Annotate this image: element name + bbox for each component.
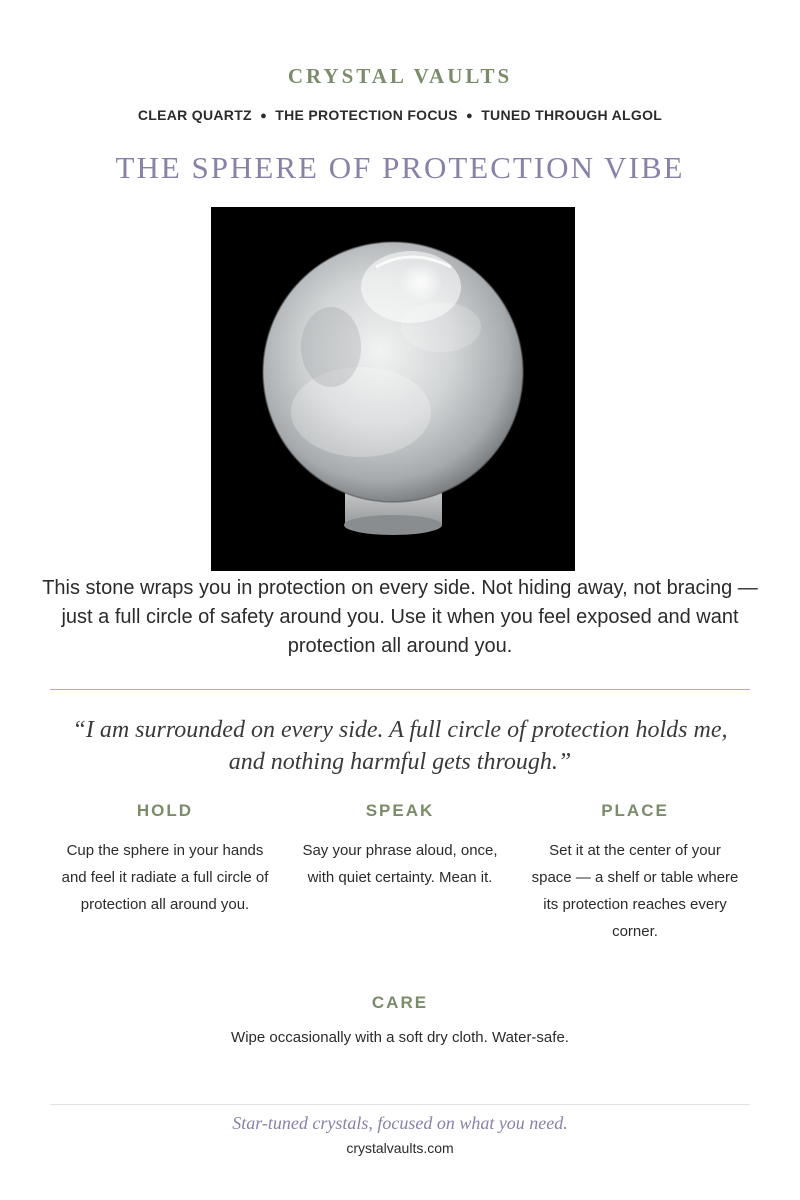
instruction-speak [295,800,505,945]
product-photo [211,207,575,571]
footer-tagline: Star-tuned crystals, focused on what you need. [232,1113,568,1133]
instructions-section [60,800,740,945]
stone-name: CLEAR QUARTZ [137,107,252,123]
instruction-heading: HOLD [136,801,194,820]
instruction-text: Set it at the center of your space — a shelf or table where its protection reaches every corner. [531,842,739,940]
care-heading: CARE [371,993,429,1012]
focus-label: THE PROTECTION FOCUS [275,107,458,123]
website-link[interactable]: crystalvaults.com [346,1140,454,1156]
instruction-heading: PLACE [601,801,669,820]
page-title: THE SPHERE OF PROTECTION VIBE [115,150,685,185]
product-subtitle [0,107,800,123]
divider [50,689,750,690]
instruction-text: Cup the sphere in your hands and feel it radiate a full circle of protection all around you. [61,842,269,913]
instruction-place [530,800,740,945]
care-text: Wipe occasionally with a soft dry cloth. Water-safe. [231,1029,569,1046]
tuning-label: TUNED THROUGH ALGOL [481,107,663,123]
separator-dot: ● [466,110,473,122]
brand-name: CRYSTAL VAULTS [287,64,513,88]
instruction-heading: SPEAK [365,801,435,820]
description: This stone wraps you in protection on every side. Not hiding away, not bracing — just a full circle of safety around you. Use it when you feel exposed and want protection all around you. [42,577,758,657]
instruction-hold [60,800,270,945]
instruction-text: Say your phrase aloud, once, with quiet certainty. Mean it. [302,842,498,886]
affirmation-quote: “I am surrounded on every side. A full circle of protection holds me, and nothing harmful gets through.” [72,717,728,775]
crystal-sphere-icon [211,207,575,571]
separator-dot: ● [260,110,268,122]
footer-divider [50,1104,750,1105]
